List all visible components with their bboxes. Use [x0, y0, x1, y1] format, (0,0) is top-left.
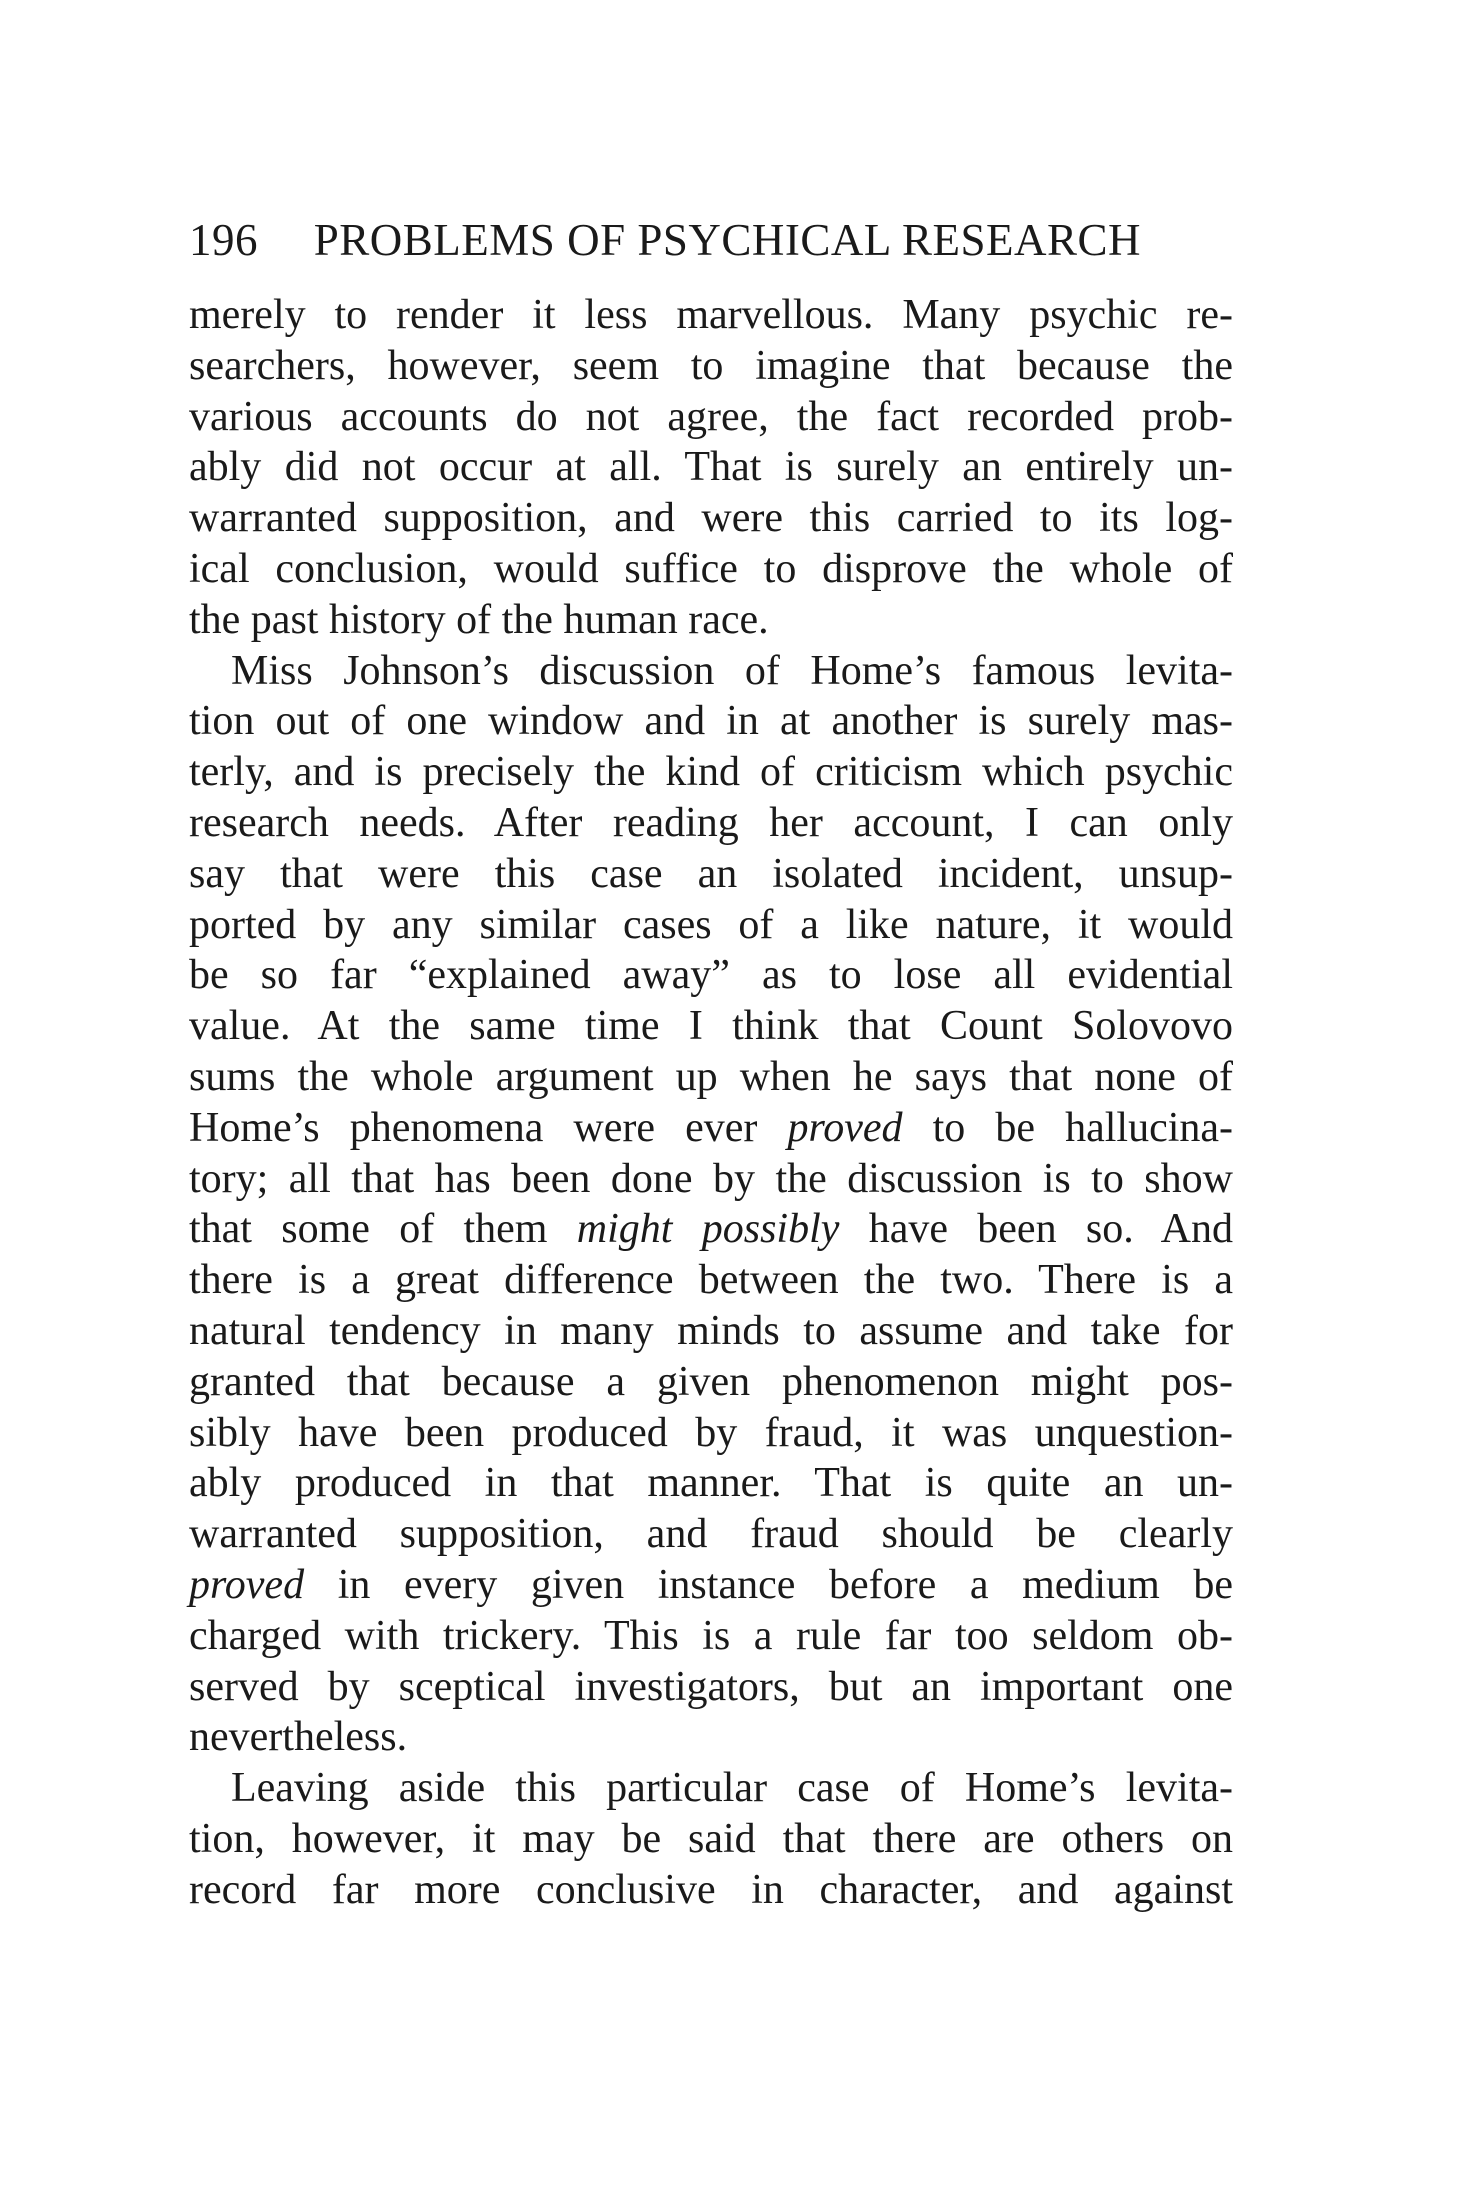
text-line: various accounts do not agree, the fact recorded prob-: [189, 393, 1233, 440]
text-line: there is a great difference between the two. There is a: [189, 1257, 1233, 1304]
text-line: natural tendency in many minds to assume and take for: [189, 1307, 1233, 1354]
text-line: charged with trickery. This is a rule far too seldom ob-: [189, 1612, 1233, 1659]
text-line: ably did not occur at all. That is surely an entirely un-: [189, 444, 1233, 491]
page-number: 196: [189, 215, 258, 265]
text-line: Home’s phenomena were ever proved to be hallucina-: [189, 1104, 1234, 1151]
book-title: PROBLEMS OF PSYCHICAL RESEARCH: [313, 215, 1142, 265]
italic-emphasis: proved: [787, 1104, 903, 1151]
italic-emphasis: proved: [189, 1561, 305, 1608]
text-line: warranted supposition, and were this carried to its log-: [189, 495, 1233, 542]
text-line: ably produced in that manner. That is quite an un-: [189, 1460, 1233, 1507]
text-line: that some of them might possibly have been so. And: [189, 1206, 1234, 1253]
text-line: served by sceptical investigators, but an important one: [189, 1663, 1233, 1710]
paragraph-start-line: Miss Johnson’s discussion of Home’s famous levita-: [231, 647, 1233, 694]
text-line: ical conclusion, would suffice to disprove the whole of: [189, 545, 1233, 592]
text-line: ported by any similar cases of a like nature, it would: [189, 901, 1233, 948]
text-line: say that were this case an isolated incident, unsup-: [189, 850, 1233, 897]
text-line: tion out of one window and in at another is surely mas-: [189, 698, 1233, 745]
text-line: warranted supposition, and fraud should be clearly: [189, 1511, 1233, 1558]
text-line: sums the whole argument up when he says that none of: [189, 1053, 1233, 1100]
text-line: nevertheless.: [189, 1714, 408, 1761]
text-line: granted that because a given phenomenon might pos-: [189, 1358, 1233, 1405]
text-line: searchers, however, seem to imagine that because the: [189, 342, 1233, 389]
text-line: terly, and is precisely the kind of criticism which psychic: [189, 749, 1233, 796]
text-line: sibly have been produced by fraud, it was unquestion-: [189, 1409, 1233, 1456]
text-line: tion, however, it may be said that there are others on: [189, 1815, 1233, 1862]
text-line: record far more conclusive in character, and against: [189, 1866, 1233, 1913]
running-head: [189, 210, 1239, 270]
text-line: merely to render it less marvellous. Many psychic re-: [189, 292, 1233, 338]
text-line: tory; all that has been done by the discussion is to show: [189, 1155, 1233, 1202]
text-line: value. At the same time I think that Count Solovovo: [189, 1003, 1233, 1050]
text-line: the past history of the human race.: [189, 596, 769, 643]
paragraph-start-line: Leaving aside this particular case of Home’s levita-: [231, 1765, 1233, 1812]
text-line: be so far “explained away” as to lose all evidential: [189, 952, 1233, 999]
text-line: research needs. After reading her account, I can only: [189, 799, 1233, 846]
italic-emphasis: might possibly: [576, 1206, 840, 1253]
body-text: [189, 290, 1233, 1916]
text-line: proved in every given instance before a medium be: [189, 1561, 1233, 1608]
